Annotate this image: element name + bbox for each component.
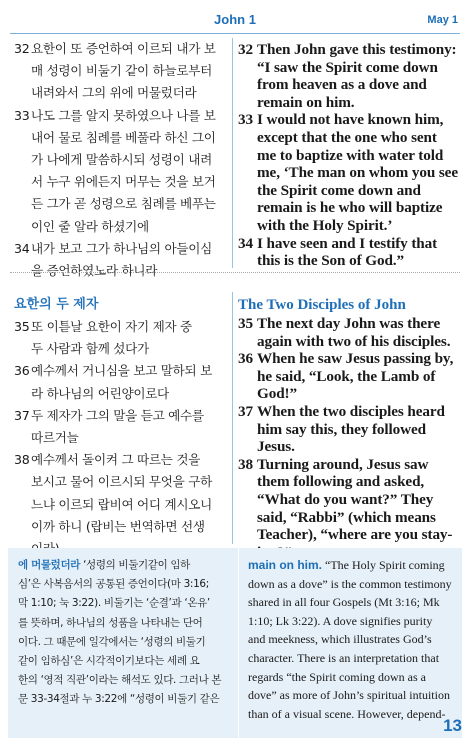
verse-number: 33 bbox=[14, 107, 30, 123]
verse-line: The next day John was there bbox=[257, 315, 441, 332]
verse-text bbox=[257, 41, 462, 111]
verse-line: remain is he who will baptize bbox=[257, 199, 443, 217]
verse-number: 36 bbox=[14, 363, 30, 379]
header-rule bbox=[10, 33, 460, 34]
verse-text bbox=[31, 105, 228, 238]
verse-line: except that the one who sent bbox=[257, 128, 437, 146]
commentary-text: 막 1:10; 눅 3:22). 비둘기는 ‘순결’과 ‘온유’ bbox=[18, 597, 210, 610]
verse-text bbox=[31, 238, 228, 282]
commentary-text: ‘성령의 비둘기같이 임하 bbox=[80, 559, 190, 571]
verse-line: 예수께서 돌이켜 그 따르는 것을 bbox=[31, 452, 201, 468]
section-separator bbox=[10, 272, 460, 273]
commentary-text: “The Holy Spirit coming bbox=[322, 558, 445, 572]
commentary-text: regards “the Spirit coming down as a bbox=[248, 669, 426, 684]
commentary-line bbox=[18, 633, 236, 652]
verse-line: the Spirit come down and bbox=[257, 181, 421, 199]
verse-line: 두 제자가 그의 말을 듣고 예수를 bbox=[31, 407, 204, 423]
korean-passage-top bbox=[14, 38, 228, 282]
verse-line: with the Holy Spirit.’ bbox=[257, 216, 393, 234]
verse-number: 33 bbox=[238, 111, 253, 129]
column-divider-top bbox=[232, 38, 233, 268]
english-commentary bbox=[248, 556, 458, 723]
commentary-line bbox=[248, 630, 458, 649]
verse-line: from heaven as a dove and bbox=[257, 76, 427, 94]
verse-line: remain on him. bbox=[257, 93, 355, 111]
verse-line: 을 증언하였노라 하니라 bbox=[31, 263, 158, 279]
commentary-line bbox=[18, 671, 236, 690]
verse bbox=[14, 360, 228, 404]
commentary-box bbox=[8, 548, 462, 738]
verse bbox=[14, 105, 228, 238]
verse-number: 38 bbox=[238, 455, 253, 473]
verse bbox=[14, 316, 228, 360]
verse-text bbox=[257, 111, 462, 234]
verse-line: 서 누구 위에든지 머무는 것을 보거 bbox=[31, 174, 216, 190]
commentary-text: 한의 ‘영적 직관’이라는 해석도 있다. 그러나 본 bbox=[18, 674, 222, 687]
verse-text bbox=[257, 456, 462, 562]
column-divider-bottom bbox=[232, 292, 233, 544]
commentary-line bbox=[248, 649, 458, 668]
commentary-text: 1:10; Lk 3:22). A dove signifies purity bbox=[248, 613, 433, 628]
verse-text bbox=[257, 315, 462, 350]
korean-commentary bbox=[18, 556, 236, 710]
verse bbox=[238, 456, 462, 562]
commentary-text: 문 33-34절과 누 3:22에 “성령이 비둘기 같은 bbox=[18, 693, 220, 706]
korean-passage-bottom bbox=[14, 316, 228, 560]
verse bbox=[238, 403, 462, 456]
verse-line: 내어 물로 침례를 베풀라 하신 그이 bbox=[31, 129, 216, 145]
verse-line: he said, “Look, the Lamb of bbox=[257, 367, 436, 385]
verse-number: 38 bbox=[14, 452, 30, 468]
commentary-keyword: main on him. bbox=[248, 558, 323, 572]
commentary-line bbox=[18, 690, 236, 709]
verse-line: I have seen and I testify that bbox=[257, 234, 438, 252]
verse-number: 35 bbox=[14, 319, 30, 334]
verse-line: said, “Rabbi” (which means bbox=[257, 508, 436, 526]
verse-line: 내가 보고 그가 하나님의 아들이심 bbox=[31, 240, 212, 256]
verse-text bbox=[257, 235, 462, 270]
verse bbox=[238, 350, 462, 403]
verse-line: 든 그가 곧 성령으로 침례를 베푸는 bbox=[31, 196, 216, 212]
verse-number: 35 bbox=[238, 315, 253, 332]
verse-line: 느냐 이르되 랍비여 어디 계시오니 bbox=[31, 496, 212, 512]
verse-line: 예수께서 거니심을 보고 말하되 보 bbox=[31, 363, 212, 379]
verse-number: 34 bbox=[14, 240, 30, 256]
verse-number: 37 bbox=[14, 407, 30, 423]
commentary-text: and meekness, which illustrates God’s bbox=[248, 632, 432, 647]
verse-line: 이인 줄 알라 하셨기에 bbox=[31, 218, 149, 234]
commentary-line bbox=[18, 652, 236, 671]
verse bbox=[238, 235, 462, 270]
verse-number: 32 bbox=[14, 41, 30, 56]
verse-line: Jesus. bbox=[257, 438, 295, 456]
commentary-line bbox=[248, 668, 458, 687]
korean-section bbox=[14, 294, 228, 560]
korean-section-title: 요한의 두 제자 bbox=[14, 297, 99, 312]
commentary-text: shared in all four Gospels (Mt 3:16; Mk bbox=[248, 595, 440, 610]
commentary-text: down as a dove” is the common testimony bbox=[248, 576, 452, 591]
reading-date: May 1 bbox=[427, 14, 458, 26]
verse-line: God!” bbox=[257, 385, 298, 403]
commentary-text: 심’은 사복음서의 공통된 증언이다(마 3:16; bbox=[18, 578, 209, 591]
verse-text bbox=[257, 403, 462, 456]
verse-line: 따르거늘 bbox=[31, 430, 79, 446]
commentary-text: character. There is an interpretation that bbox=[248, 650, 440, 665]
verse-line: me, ‘The man on whom you see bbox=[257, 164, 458, 182]
page-header bbox=[0, 0, 470, 36]
commentary-text: 이다. 그 때문에 일각에서는 ‘성령의 비둘기 bbox=[18, 635, 206, 648]
verse-number: 37 bbox=[238, 402, 253, 420]
verse-line: this is the Son of God.” bbox=[257, 252, 404, 270]
verse bbox=[14, 38, 228, 105]
commentary-line bbox=[248, 556, 458, 575]
verse-line: him say this, they followed bbox=[257, 420, 427, 438]
commentary-line bbox=[248, 686, 458, 705]
verse-line: Then John gave this testimony: bbox=[257, 41, 457, 58]
commentary-keyword: 에 머물렀더라 bbox=[18, 559, 81, 571]
verse-text bbox=[257, 350, 462, 403]
verse-text bbox=[31, 38, 228, 105]
commentary-text: than of a visual scene. However, depend- bbox=[248, 706, 446, 721]
commentary-text: dove” as more of John’s spiritual intuition bbox=[248, 688, 450, 703]
verse-line: “What do you want?” They bbox=[257, 490, 434, 508]
verse-line: “I saw the Spirit come down bbox=[257, 58, 438, 76]
commentary-line bbox=[248, 575, 458, 594]
commentary-line bbox=[18, 614, 236, 633]
verse-line: 라 하나님의 어린양이로다 bbox=[31, 385, 169, 401]
commentary-divider bbox=[238, 548, 239, 738]
verse-line: them following and asked, bbox=[257, 473, 425, 491]
verse-line: 이까 하니 (랍비는 번역하면 선생 bbox=[31, 518, 205, 534]
verse-line: 가 나에게 말씀하시되 성령이 내려 bbox=[31, 152, 212, 168]
verse-line: Teacher), “where are you stay- bbox=[257, 526, 453, 544]
verse-number: 32 bbox=[238, 41, 253, 58]
verse-text bbox=[31, 316, 228, 360]
verse-line: Turning around, Jesus saw bbox=[257, 455, 429, 473]
verse-line: 요한이 또 증언하여 이르되 내가 보 bbox=[31, 41, 216, 56]
verse bbox=[238, 315, 462, 350]
commentary-line bbox=[248, 705, 458, 724]
verse-number: 36 bbox=[238, 350, 253, 368]
commentary-text: 같이 임하심’은 시각적이기보다는 세례 요 bbox=[18, 655, 200, 668]
chapter-title: John 1 bbox=[214, 12, 256, 27]
verse-line: me to baptize with water told bbox=[257, 146, 444, 164]
verse-line: 두 사람과 함께 섰다가 bbox=[31, 341, 149, 357]
verse-line: 또 이튿날 요한이 자기 제자 중 bbox=[31, 319, 192, 334]
verse-text bbox=[31, 449, 228, 560]
verse-line: 나도 그를 알지 못하였으나 나를 보 bbox=[31, 107, 216, 123]
verse-text bbox=[31, 360, 228, 404]
verse-line: 내려와서 그의 위에 머물렀더라 bbox=[31, 85, 197, 101]
commentary-line bbox=[18, 594, 236, 613]
verse bbox=[14, 238, 228, 282]
page-number: 13 bbox=[443, 716, 462, 735]
english-passage-bottom bbox=[238, 315, 462, 561]
verse-text bbox=[31, 405, 228, 449]
english-section-title: The Two Disciples of John bbox=[238, 297, 406, 313]
verse-line: When the two disciples heard bbox=[257, 402, 445, 420]
verse-line: I would not have known him, bbox=[257, 111, 444, 129]
commentary-line bbox=[248, 593, 458, 612]
commentary-line bbox=[18, 575, 236, 594]
commentary-line bbox=[248, 612, 458, 631]
commentary-line bbox=[18, 556, 236, 575]
verse-line: 매 성령이 비둘기 같이 하늘로부터 bbox=[31, 63, 212, 79]
verse bbox=[14, 449, 228, 560]
verse bbox=[238, 41, 462, 111]
verse bbox=[14, 405, 228, 449]
verse bbox=[238, 111, 462, 234]
english-passage-top bbox=[238, 41, 462, 270]
english-section bbox=[238, 295, 462, 561]
verse-line: When he saw Jesus passing by, bbox=[257, 350, 454, 368]
verse-line: 보시고 물어 이르시되 무엇을 구하 bbox=[31, 474, 212, 490]
verse-line: again with two of his disciples. bbox=[257, 332, 451, 350]
verse-number: 34 bbox=[238, 234, 253, 252]
commentary-text: 를 뜻하며, 하나님의 성품을 나타내는 단어 bbox=[18, 616, 203, 629]
